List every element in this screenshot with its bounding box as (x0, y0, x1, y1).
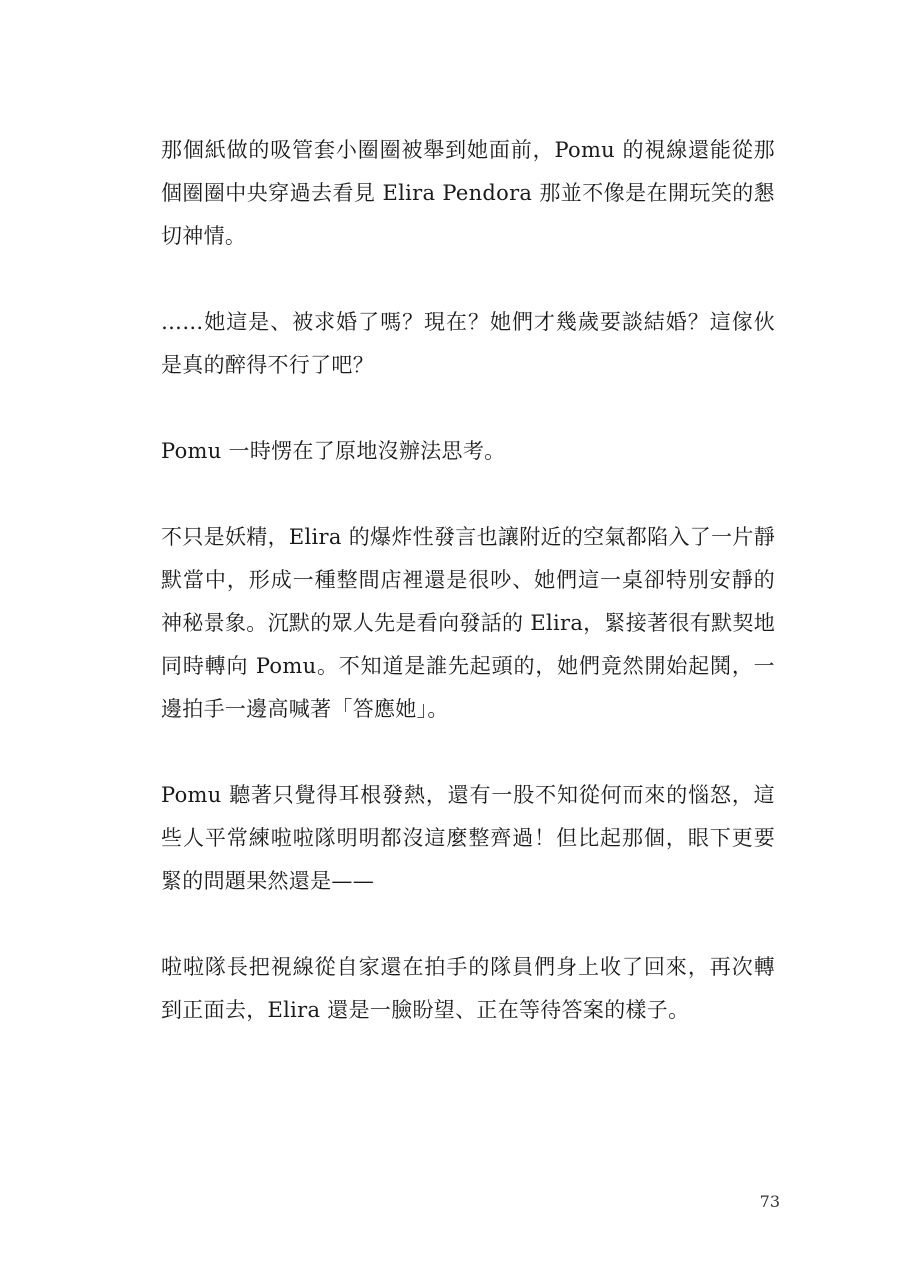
paragraph-text: 啦啦隊長把視線從自家還在拍手的隊員們身上收了回來，再次轉到正面去，Elira 還是一臉盼望、正在等待答案的樣子。 (161, 955, 775, 1022)
paragraph-text: ……她這是、被求婚了嗎？現在？她們才幾歲要談結婚？這傢伙是真的醉得不行了吧？ (161, 310, 775, 377)
paragraph-text: 那個紙做的吸管套小圈圈被舉到她面前，Pomu 的視線還能從那個圈圈中央穿過去看見 Elira Pendora 那並不像是在開玩笑的懇切神情。 (161, 138, 775, 248)
paragraph-2 (161, 301, 775, 387)
paragraph-4 (161, 516, 775, 731)
paragraph-text: Pomu 聽著只覺得耳根發熱，還有一股不知從何而來的惱怒，這些人平常練啦啦隊明明都沒這麼整齊過！但比起那個，眼下更要緊的問題果然還是—— (161, 783, 775, 893)
paragraph-text: Pomu 一時愣在了原地沒辦法思考。 (161, 439, 506, 463)
paragraph-3 (161, 430, 775, 473)
paragraph-1 (161, 129, 775, 258)
paragraph-text: 不只是妖精，Elira 的爆炸性發言也讓附近的空氣都陷入了一片靜默當中，形成一種整間店裡還是很吵、她們這一桌卻特別安靜的神秘景象。沉默的眾人先是看向發話的 Elira，緊接著很有默契地同時轉向 Pomu。不知道是誰先起頭的，她們竟然開始起鬨，一邊拍手一邊高喊著「答應她」。 (161, 525, 775, 721)
paragraph-6 (161, 946, 775, 1032)
page-number: 73 (759, 1192, 780, 1211)
paragraph-5 (161, 774, 775, 903)
